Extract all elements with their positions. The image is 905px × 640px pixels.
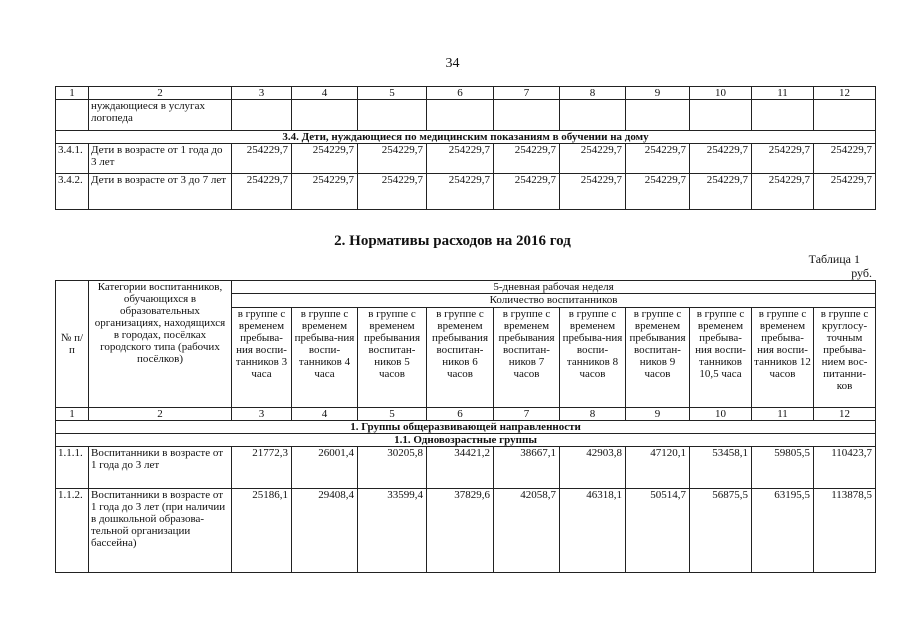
value-cell: 254229,7 (232, 174, 292, 210)
category-header: Категории воспитанников, обучающихся в образовательных организациях, находящихся в городах, посёлках городского типа (рабочих посёлков) (89, 281, 232, 408)
num-header: № п/п (56, 281, 89, 408)
col-num-cell: 12 (814, 87, 876, 100)
group-header: в группе с временем пребыва-ния воспи-танников 12 часов (752, 308, 814, 408)
row-number: 1.1.1. (56, 447, 89, 489)
value-cell: 254229,7 (560, 174, 626, 210)
norms-table (55, 280, 876, 573)
value-cell: 254229,7 (358, 174, 427, 210)
value-cell: 254229,7 (814, 174, 876, 210)
value-cell: 25186,1 (232, 489, 292, 573)
group-header: в группе с временем пребыва-ния воспи-танников 3 часа (232, 308, 292, 408)
value-cell: 254229,7 (752, 144, 814, 174)
subsection-row (56, 434, 876, 447)
table-row (56, 489, 876, 573)
value-cell: 254229,7 (494, 144, 560, 174)
col-num-cell: 9 (626, 408, 690, 421)
page-number: 34 (445, 56, 460, 71)
row-number: 1.1.2. (56, 489, 89, 573)
value-cell: 254229,7 (626, 144, 690, 174)
value-cell: 59805,5 (752, 447, 814, 489)
value-cell: 63195,5 (752, 489, 814, 573)
group-header: в группе с круглосу-точным пребыва-нием вос-питанни-ков (814, 308, 876, 408)
value-cell: 254229,7 (232, 144, 292, 174)
row-label: Воспитанники в возрасте от 1 года до 3 лет (89, 447, 232, 489)
col-num-cell: 3 (232, 408, 292, 421)
col-num-cell: 5 (358, 408, 427, 421)
value-cell: 53458,1 (690, 447, 752, 489)
value-cell: 110423,7 (814, 447, 876, 489)
value-cell: 37829,6 (427, 489, 494, 573)
col-num-cell: 7 (494, 87, 560, 100)
value-cell: 47120,1 (626, 447, 690, 489)
col-num-cell: 1 (56, 408, 89, 421)
col-num-cell: 4 (292, 87, 358, 100)
value-cell: 42058,7 (494, 489, 560, 573)
value-cell: 254229,7 (560, 144, 626, 174)
row-label: нуждающиеся в услугах логопеда (89, 100, 232, 131)
col-num-cell: 9 (626, 87, 690, 100)
row-label: Дети в возрасте от 3 до 7 лет (89, 174, 232, 210)
col-num-cell: 6 (427, 87, 494, 100)
column-number-row (56, 87, 876, 100)
col-num-cell: 11 (752, 87, 814, 100)
section-row (56, 421, 876, 434)
currency-label: руб. (851, 266, 872, 280)
col-num-cell: 10 (690, 408, 752, 421)
count-header: Количество воспитанников (232, 294, 876, 308)
group-header: в группе с временем пребывания воспитан-ников 7 часов (494, 308, 560, 408)
group-header: в группе с временем пребывания воспитан-ников 9 часов (626, 308, 690, 408)
section-title: 3.4. Дети, нуждающиеся по медицинским показаниям в обучении на дому (56, 131, 876, 144)
col-num-cell: 7 (494, 408, 560, 421)
table-row (56, 100, 876, 131)
value-cell: 34421,2 (427, 447, 494, 489)
col-num-cell: 10 (690, 87, 752, 100)
continuation-table (55, 86, 876, 210)
value-cell: 254229,7 (690, 174, 752, 210)
group-header: в группе с временем пребыва-ния воспи-танников 8 часов (560, 308, 626, 408)
column-number-row (56, 408, 876, 421)
table-row (56, 174, 876, 210)
group-header: в группе с временем пребывания воспитан-ников 5 часов (358, 308, 427, 408)
section-heading: 2. Нормативы расходов на 2016 год (334, 233, 571, 249)
col-num-cell: 3 (232, 87, 292, 100)
row-label: Дети в возрасте от 1 года до 3 лет (89, 144, 232, 174)
value-cell: 254229,7 (690, 144, 752, 174)
group-header: в группе с временем пребыва-ния воспи-танников 4 часа (292, 308, 358, 408)
value-cell: 254229,7 (358, 144, 427, 174)
section-row (56, 131, 876, 144)
value-cell: 56875,5 (690, 489, 752, 573)
value-cell: 254229,7 (752, 174, 814, 210)
table-label: Таблица 1 (808, 252, 860, 266)
col-num-cell: 8 (560, 408, 626, 421)
value-cell: 254229,7 (292, 174, 358, 210)
row-number: 3.4.2. (56, 174, 89, 210)
header-row (56, 281, 876, 294)
col-num-cell: 2 (89, 87, 232, 100)
table-row (56, 447, 876, 489)
group-header: в группе с временем пребыва-ния воспи-танников 10,5 часа (690, 308, 752, 408)
row-number: 3.4.1. (56, 144, 89, 174)
col-num-cell: 4 (292, 408, 358, 421)
week-header: 5-дневная рабочая неделя (232, 281, 876, 294)
value-cell: 46318,1 (560, 489, 626, 573)
value-cell: 30205,8 (358, 447, 427, 489)
col-num-cell: 2 (89, 408, 232, 421)
value-cell: 254229,7 (427, 144, 494, 174)
col-num-cell: 11 (752, 408, 814, 421)
subsection-title: 1.1. Одновозрастные группы (56, 434, 876, 447)
value-cell: 33599,4 (358, 489, 427, 573)
value-cell: 42903,8 (560, 447, 626, 489)
value-cell: 254229,7 (494, 174, 560, 210)
value-cell: 29408,4 (292, 489, 358, 573)
section-title: 1. Группы общеразвивающей направленности (56, 421, 876, 434)
col-num-cell: 6 (427, 408, 494, 421)
value-cell: 38667,1 (494, 447, 560, 489)
value-cell: 254229,7 (626, 174, 690, 210)
col-num-cell: 5 (358, 87, 427, 100)
value-cell: 113878,5 (814, 489, 876, 573)
value-cell: 26001,4 (292, 447, 358, 489)
table-row (56, 144, 876, 174)
row-label: Воспитанники в возрасте от 1 года до 3 лет (при наличии в дошкольной образова-тельной организации бассейна) (89, 489, 232, 573)
col-num-cell: 1 (56, 87, 89, 100)
group-header: в группе с временем пребывания воспитан-ников 6 часов (427, 308, 494, 408)
value-cell: 21772,3 (232, 447, 292, 489)
value-cell: 254229,7 (814, 144, 876, 174)
value-cell: 50514,7 (626, 489, 690, 573)
value-cell: 254229,7 (427, 174, 494, 210)
col-num-cell: 12 (814, 408, 876, 421)
value-cell: 254229,7 (292, 144, 358, 174)
col-num-cell: 8 (560, 87, 626, 100)
